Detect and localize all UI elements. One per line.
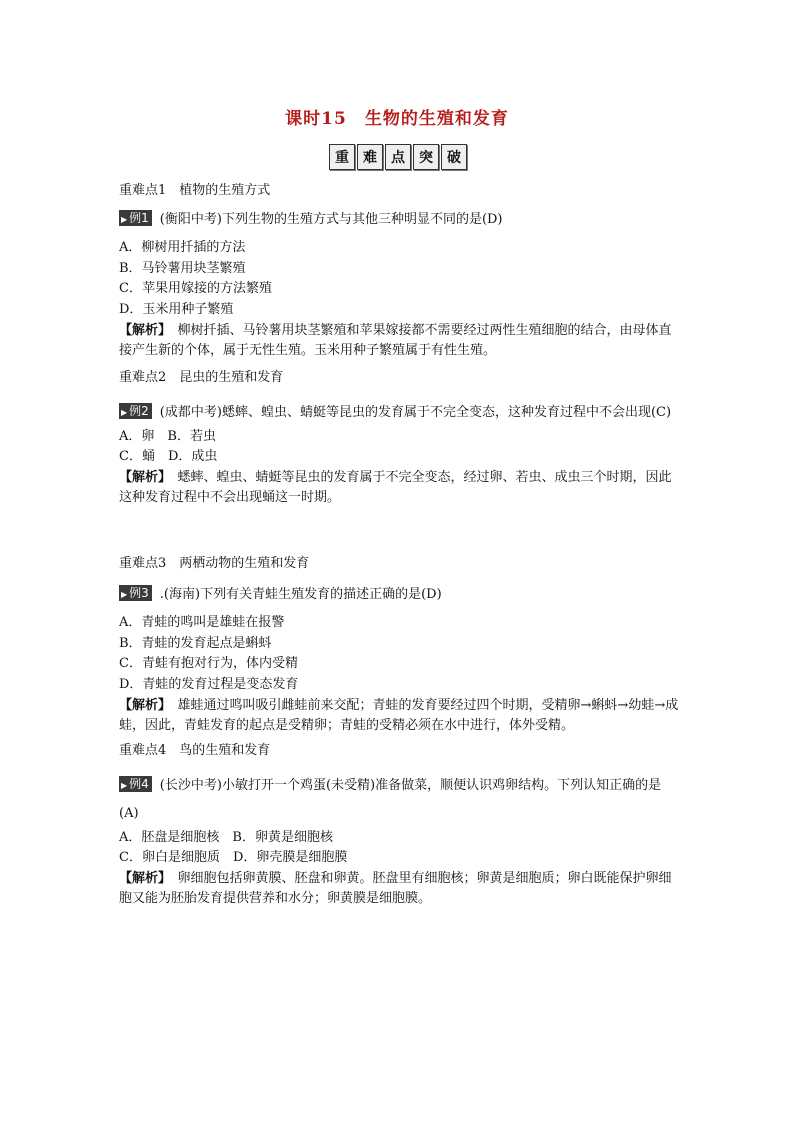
example-tag-label: 例1 <box>129 210 149 225</box>
option: A．柳树用扦插的方法 <box>119 240 246 256</box>
banner-char: 突 <box>413 144 439 170</box>
option: B．马铃薯用块茎繁殖 <box>119 260 246 276</box>
question-text: (成都中考)蟋蟀、蝗虫、蜻蜓等昆虫的发育属于不完全变态，这种发育过程中不会出现(C) <box>159 404 672 420</box>
example-tag-label: 例3 <box>129 585 149 600</box>
section-banner <box>329 144 467 170</box>
example-tag-label: 例2 <box>129 403 149 418</box>
analysis-text: 雄蛙通过鸣叫吸引雌蛙前来交配；青蛙的发育要经过四个时期，受精卵→蝌蚪→幼蛙→成蛙，因此，青蛙发育的起点是受精卵；青蛙的受精必须在水中进行，体外受精。 <box>119 697 679 734</box>
analysis <box>119 321 679 362</box>
option: A．卵 B．若虫 <box>119 428 216 444</box>
analysis-text: 蟋蟀、蝗虫、蜻蜓等昆虫的发育属于不完全变态，经过卵、若虫、成虫三个时期，因此这种发育过程中不会出现蛹这一时期。 <box>119 469 672 506</box>
section-heading: 重难点3 两栖动物的生殖和发育 <box>119 556 310 571</box>
analysis-label: 【解析】 <box>119 469 165 485</box>
option: B．青蛙的发育起点是蝌蚪 <box>119 635 272 651</box>
analysis <box>119 869 679 910</box>
banner-char: 难 <box>357 144 383 170</box>
section-2 <box>119 368 679 509</box>
option: D．玉米用种子繁殖 <box>119 301 234 317</box>
example-tag <box>119 585 152 601</box>
example-question <box>119 585 679 606</box>
option: A．青蛙的鸣叫是雄蛙在报警 <box>119 615 285 631</box>
question-text: .(海南)下列有关青蛙生殖发育的描述正确的是(D) <box>159 586 442 602</box>
example-tag <box>119 210 152 226</box>
banner-char: 重 <box>329 144 355 170</box>
section-3 <box>119 554 679 737</box>
question-text: (长沙中考)小敏打开一个鸡蛋(未受精)准备做菜，顺便认识鸡卵结构。下列认知正确的是(A) <box>119 777 662 821</box>
analysis-label: 【解析】 <box>119 322 165 338</box>
play-triangle-icon: ▶ <box>121 780 128 790</box>
section-heading: 重难点2 昆虫的生殖和发育 <box>119 370 284 385</box>
option: C．卵白是细胞质 D．卵壳膜是细胞膜 <box>119 850 348 866</box>
analysis <box>119 468 679 509</box>
section-heading: 重难点1 植物的生殖方式 <box>119 183 271 198</box>
analysis-label: 【解析】 <box>119 870 165 886</box>
section-heading: 重难点4 鸟的生殖和发育 <box>119 743 271 758</box>
option: A．胚盘是细胞核 B．卵黄是细胞核 <box>119 829 333 845</box>
play-triangle-icon: ▶ <box>121 214 128 224</box>
example-tag <box>119 403 152 419</box>
section-4 <box>119 741 679 910</box>
play-triangle-icon: ▶ <box>121 589 128 599</box>
option: C．苹果用嫁接的方法繁殖 <box>119 281 272 297</box>
example-tag-label: 例4 <box>129 776 149 791</box>
analysis <box>119 696 679 737</box>
example-tag <box>119 776 152 792</box>
example-question <box>119 210 679 231</box>
analysis-label: 【解析】 <box>119 697 165 713</box>
example-question <box>119 399 679 427</box>
option: C．蛹 D．成虫 <box>119 449 218 465</box>
banner-char: 点 <box>385 144 411 170</box>
play-triangle-icon: ▶ <box>121 407 128 417</box>
question-text: (衡阳中考)下列生物的生殖方式与其他三种明显不同的是(D) <box>159 211 503 227</box>
page-title: 课时15 生物的生殖和发育 <box>285 109 509 129</box>
option: C．青蛙有抱对行为，体内受精 <box>119 656 298 672</box>
analysis-text: 卵细胞包括卵黄膜、胚盘和卵黄。胚盘里有细胞核；卵黄是细胞质；卵白既能保护卵细胞又能为胚胎发育提供营养和水分；卵黄膜是细胞膜。 <box>119 870 672 907</box>
analysis-text: 柳树扦插、马铃薯用块茎繁殖和苹果嫁接都不需要经过两性生殖细胞的结合，由母体直接产生新的个体，属于无性生殖。玉米用种子繁殖属于有性生殖。 <box>119 322 672 359</box>
option: D．青蛙的发育过程是变态发育 <box>119 676 299 692</box>
section-1 <box>119 181 679 362</box>
banner-char: 破 <box>441 144 467 170</box>
example-question <box>119 772 679 828</box>
